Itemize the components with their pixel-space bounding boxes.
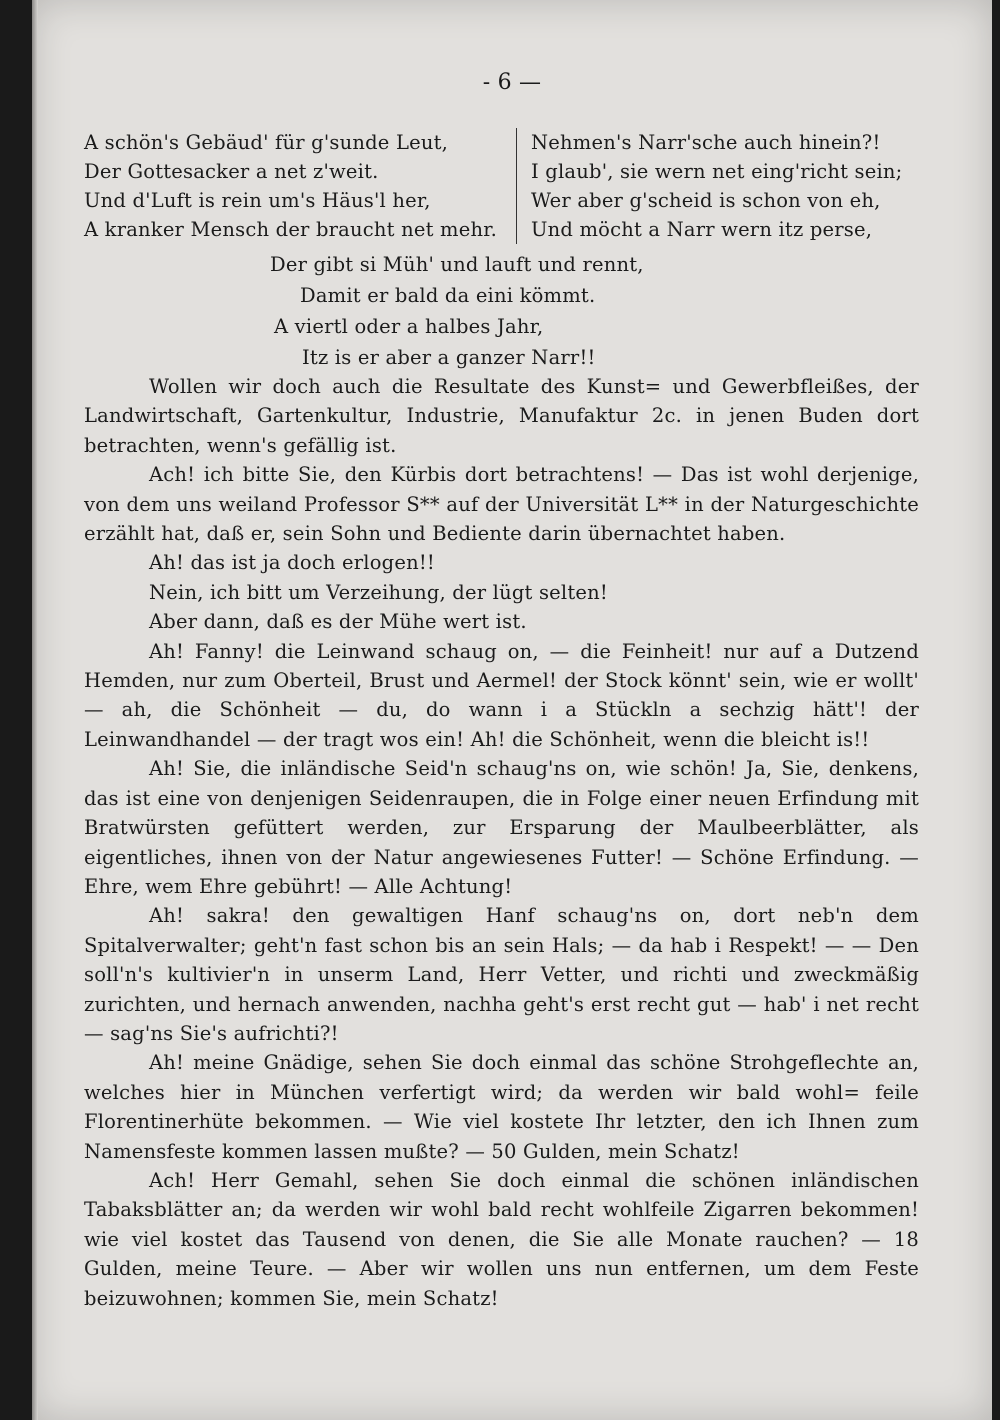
- paragraph: Ach! Herr Gemahl, sehen Sie doch einmal die schönen inländischen Tabaksblätter an; da werden wir wohl bald recht wohlfeile Zigarren bekommen! wie viel kostet das Tausend von denen, die Sie alle Monate rauchen? — 18 Gulden, meine Teure. — Aber wir wollen uns nun entfernen, um dem Feste beizuwohnen; kommen Sie, mein Schatz!: [84, 1168, 919, 1310]
- stanza-line: Itz is er aber a ganzer Narr!!: [302, 346, 596, 369]
- paragraph: Aber dann, daß es der Mühe wert ist.: [149, 610, 527, 634]
- verse-line: Der Gottesacker a net z'weit.: [84, 160, 379, 183]
- body-text: [84, 372, 919, 1313]
- verse-line: Und d'Luft is rein um's Häus'l her,: [84, 189, 431, 212]
- verse-line: I glaub', sie wern net eing'richt sein;: [531, 160, 903, 183]
- verse-line: Wer aber g'scheid is schon von eh,: [531, 189, 881, 212]
- verse-column-left: [84, 128, 517, 244]
- paragraph: Ah! sakra! den gewaltigen Hanf schaug'ns on, dort neb'n dem Spitalverwalter; geht'n fast schon bis an sein Hals; — da hab i Respekt! — — Den soll'n's kultivier'n in unserm Land, Herr Vetter, und richti und zweckmäßig zurichten, und hernach anwenden, nachha geht's erst recht gut — hab' i net recht — sag'ns Sie's aufrichti?!: [84, 904, 919, 1045]
- verse-line: Nehmen's Narr'sche auch hinein?!: [531, 131, 881, 154]
- paragraph: Nein, ich bitt um Verzeihung, der lügt selten!: [149, 580, 608, 604]
- paragraph: Wollen wir doch auch die Resultate des Kunst= und Gewerbfleißes, der Landwirtschaft, Gartenkultur, Industrie, Manufaktur 2c. in jenen Buden dort betrachten, wenn's gefällig ist.: [84, 375, 919, 457]
- verse-line: A kranker Mensch der braucht net mehr.: [84, 218, 497, 241]
- verse-line: Und möcht a Narr wern itz perse,: [531, 218, 873, 241]
- paragraph: Ah! das ist ja doch erlogen!!: [149, 551, 435, 575]
- stanza-line: Der gibt si Müh' und lauft und rennt,: [270, 253, 644, 276]
- stanza-line: A viertl oder a halbes Jahr,: [274, 315, 544, 338]
- paragraph: Ach! ich bitte Sie, den Kürbis dort betrachtens! — Das ist wohl derjenige, von dem uns weiland Professor S** auf der Universität L** in der Naturgeschichte erzählt hat, daß er, sein Sohn und Bediente darin übernachtet haben.: [84, 463, 919, 546]
- paragraph: Ah! meine Gnädige, sehen Sie doch einmal das schöne Strohgeflechte an, welches hier in München verfertigt wird; da werden wir bald wohl= feile Florentinerhüte bekommen. — Wie viel kostete Ihr letzter, den ich Ihnen zum Namensfeste kommen lassen mußte? — 50 Gulden, mein Schatz!: [84, 1051, 919, 1163]
- book-page: [32, 0, 992, 1420]
- stanza-line: Damit er bald da eini kömmt.: [300, 284, 596, 307]
- verse-column-right: [517, 128, 902, 244]
- paragraph: Ah! Fanny! die Leinwand schaug on, — die Feinheit! nur auf a Dutzend Hemden, nur zum Oberteil, Brust und Aermel! der Stock könnt' sein, wie er wollt' — ah, die Schönheit — du, do wann i a Stückln a sechzig hätt'! der Leinwandhandel — der tragt wos ein! Ah! die Schönheit, wenn die bleicht is!!: [84, 639, 919, 751]
- page-edge-shadow: [32, 0, 38, 1420]
- page-number: - 6 —: [482, 70, 542, 95]
- paragraph: Ah! Sie, die inländische Seid'n schaug'ns on, wie schön! Ja, Sie, denkens, das ist eine von denjenigen Seidenraupen, die in Folge einer neuen Erfindung mit Bratwürsten gefüttert werden, zur Ersparung der Maulbeerblätter, als eigentliches, ihnen von der Natur angewiesenes Futter! — Schöne Erfindung. — Ehre, wem Ehre gebührt! — Alle Achtung!: [84, 757, 919, 898]
- verse-line: A schön's Gebäud' für g'sunde Leut,: [84, 131, 449, 154]
- two-column-verse: [84, 128, 914, 244]
